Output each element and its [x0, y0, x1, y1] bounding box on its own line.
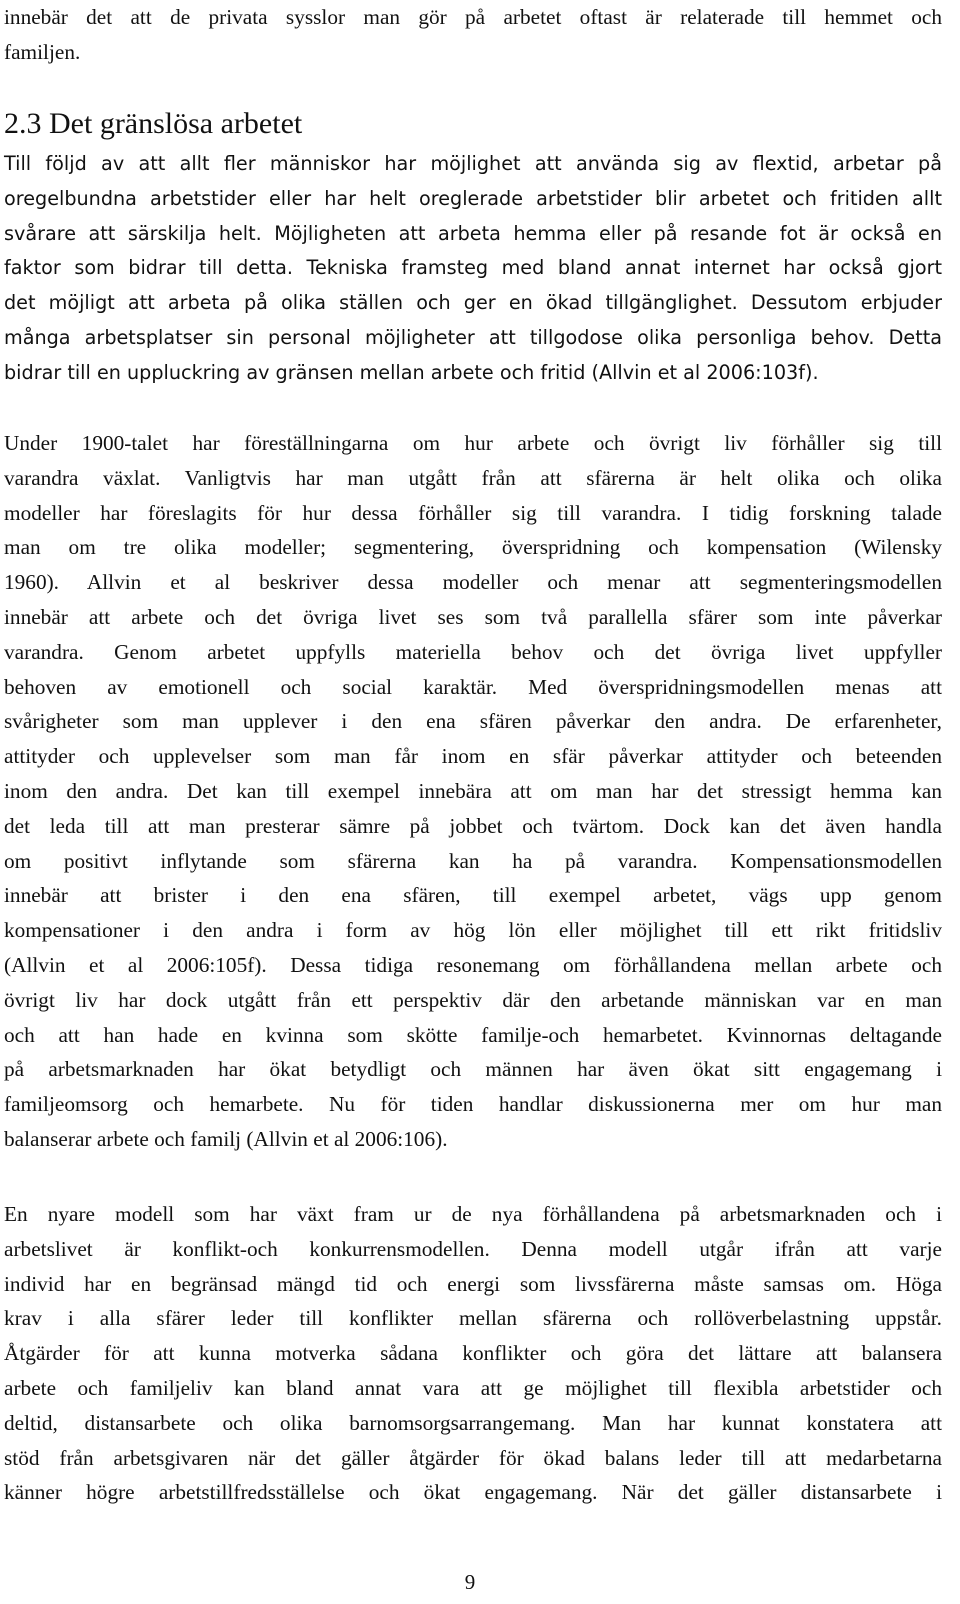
- text-line: Under 1900-talet har föreställningarna om hur arbete och övrigt liv förhåller sig till: [4, 431, 942, 455]
- text-line: det möjligt att arbeta på olika ställen och ger en ökad tillgänglighet. Dessutom erbjuder: [4, 291, 942, 315]
- text-line: och att han hade en kvinna som skötte familje-och hemarbetet. Kvinnornas deltagande: [4, 1022, 942, 1047]
- page-number: 9: [464, 1570, 476, 1594]
- text-line: Åtgärder för att kunna motverka sådana konflikter och göra det lättare att balansera: [4, 1341, 942, 1366]
- text-line: innebär att arbete och det övriga livet ses som två parallella sfärer som inte påverkar: [4, 604, 942, 629]
- text-line: svårare att särskilja helt. Möjligheten att arbeta hemma eller på resande fot är också en: [4, 221, 942, 245]
- text-line: (Allvin et al 2006:105f). Dessa tidiga resonemang om förhållandena mellan arbete och: [4, 952, 942, 977]
- text-line: övrigt liv har dock utgått från ett perspektiv där den arbetande människan var en man: [4, 987, 942, 1012]
- text-line: svårigheter som man upplever i den ena sfären påverkar den andra. De erfarenheter,: [4, 709, 942, 734]
- text-line: attityder och upplevelser som man får inom en sfär påverkar attityder och beteenden: [4, 744, 942, 769]
- text-line: modeller har föreslagits för hur dessa förhåller sig till varandra. I tidig forskning talade: [4, 500, 942, 525]
- section-heading: 2.3 Det gränslösa arbetet: [4, 107, 303, 140]
- paragraph-3: [4, 1197, 942, 1510]
- text-line: på arbetsmarknaden har ökat betydligt och männen har även ökat sitt engagemang i: [4, 1057, 942, 1082]
- text-line: innebär att brister i den ena sfären, till exempel arbetet, vägs upp genom: [4, 883, 942, 908]
- text-line: Till följd av att allt fler människor har möjlighet att använda sig av flextid, arbetar på: [4, 152, 942, 175]
- text-line: familjeomsorg och hemarbete. Nu för tiden handlar diskussionerna mer om hur man: [4, 1092, 942, 1117]
- text-line: många arbetsplatser sin personal möjligheter att tillgodose olika personliga behov. Detta: [4, 325, 942, 349]
- text-line: känner högre arbetstillfredsställelse och ökat engagemang. När det gäller distansarbete i: [4, 1480, 942, 1505]
- text-line: En nyare modell som har växt fram ur de nya förhållandena på arbetsmarknaden och i: [4, 1202, 942, 1226]
- text-line: stöd från arbetsgivaren när det gäller åtgärder för ökad balans leder till att medarbetarna: [4, 1445, 942, 1470]
- text-line: inom den andra. Det kan till exempel innebära att om man har det stressigt hemma kan: [4, 778, 942, 803]
- text-line: oregelbundna arbetstider eller har helt oreglerade arbetstider blir arbetet och fritiden allt: [4, 186, 942, 210]
- text-line: man om tre olika modeller; segmentering, överspridning och kompensation (Wilensky: [4, 535, 942, 560]
- paragraph-1: [4, 147, 942, 391]
- text-line: familjen.: [4, 39, 81, 64]
- text-line: innebär det att de privata sysslor man gör på arbetet oftast är relaterade till hemmet och: [4, 5, 942, 29]
- text-line: balanserar arbete och familj (Allvin et al 2006:106).: [4, 1126, 448, 1151]
- intro-paragraph: [4, 0, 942, 70]
- text-line: om positivt inflytande som sfärerna kan ha på varandra. Kompensationsmodellen: [4, 848, 942, 873]
- paragraph-2: [4, 426, 942, 1157]
- text-line: individ har en begränsad mängd tid och energi som livssfärerna måste samsas om. Höga: [4, 1271, 942, 1296]
- text-line: varandra. Genom arbetet uppfylls materiella behov och det övriga livet uppfyller: [4, 639, 942, 664]
- text-line: arbete och familjeliv kan bland annat vara att ge möjlighet till flexibla arbetstider och: [4, 1375, 942, 1400]
- text-line: krav i alla sfärer leder till konflikter mellan sfärerna och rollöverbelastning uppstår.: [4, 1306, 942, 1331]
- text-line: det leda till att man presterar sämre på jobbet och tvärtom. Dock kan det även handla: [4, 813, 942, 838]
- text-line: arbetslivet är konflikt-och konkurrensmodellen. Denna modell utgår ifrån att varje: [4, 1236, 942, 1261]
- text-line: deltid, distansarbete och olika barnomsorgsarrangemang. Man har kunnat konstatera att: [4, 1410, 942, 1435]
- text-line: faktor som bidrar till detta. Tekniska framsteg med bland annat internet har också gjort: [4, 256, 942, 280]
- text-line: 1960). Allvin et al beskriver dessa modeller och menar att segmenteringsmodellen: [4, 570, 942, 595]
- text-line: kompensationer i den andra i form av hög lön eller möjlighet till ett rikt fritidsliv: [4, 918, 942, 943]
- text-line: behoven av emotionell och social karaktär. Med överspridningsmodellen menas att: [4, 674, 942, 699]
- text-line: bidrar till en uppluckring av gränsen mellan arbete och fritid (Allvin et al 2006:103f).: [4, 360, 819, 384]
- text-line: varandra växlat. Vanligtvis har man utgått från att sfärerna är helt olika och olika: [4, 465, 942, 490]
